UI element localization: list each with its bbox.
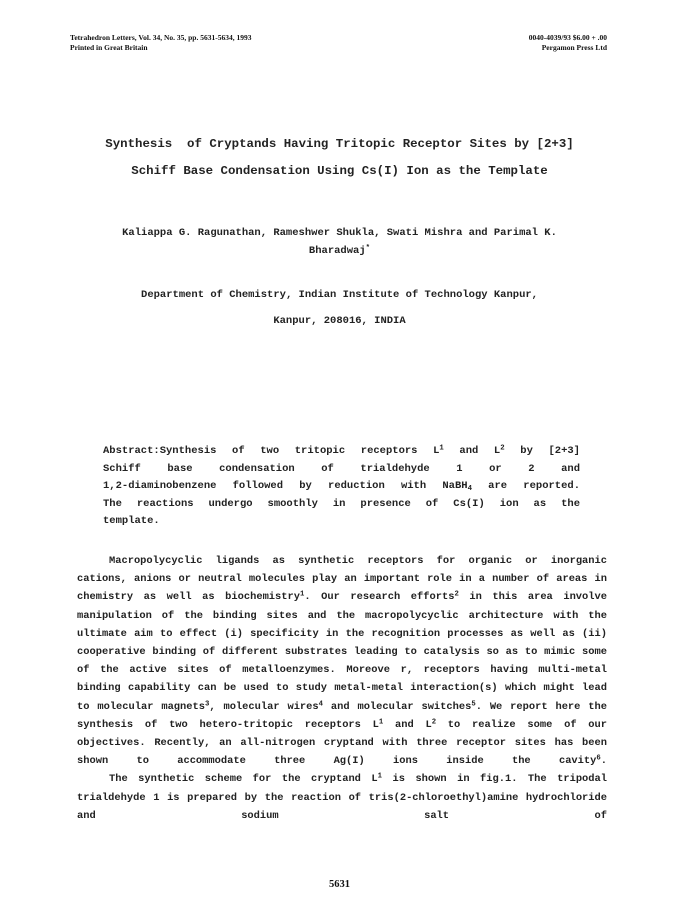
abstract-line: Abstract:Synthesis of two tritopic receptors $L^1$ and $L^2$ by [2+3] — [103, 444, 580, 457]
abstract-line: The reactions undergo smoothly in presence of Cs(I) ion as the — [103, 497, 580, 510]
abstract-line: 1,2-diaminobenzene followed by reduction with NaBH$_4$ are reported. — [103, 480, 580, 493]
issn-code: 0040-4039/93 $6.00 + .00 — [528, 33, 607, 42]
printed-in: Printed in Great Britain — [70, 42, 148, 52]
page-number: 5631 — [329, 879, 350, 890]
publisher-header — [529, 33, 607, 52]
author-name: Bharadwaj — [308, 245, 366, 257]
journal-citation: Tetrahedron Letters, Vol. 34, No. 35, pp. 5631-5634, 1993 — [70, 33, 252, 42]
publisher-name: Pergamon Press Ltd — [541, 42, 607, 52]
abstract — [103, 443, 580, 531]
journal-header — [70, 33, 251, 52]
authors-line-1: Kaliappa G. Ragunathan, Rameshwer Shukla, Swati Mishra and Parimal K. — [122, 227, 557, 239]
abstract-line: template. — [103, 515, 160, 527]
authors-line-2 — [0, 245, 679, 257]
body-text — [77, 552, 607, 825]
title-line-2: Schiff Base Condensation Using Cs(I) Ion as the Template — [131, 164, 548, 178]
title-line-1: Synthesis of Cryptands Having Tritopic Receptor Sites by [2+3] — [105, 137, 574, 151]
abstract-line: Schiff base condensation of trialdehyde 1 or 2 and — [103, 462, 580, 475]
affiliation-line-1: Department of Chemistry, Indian Institute of Technology Kanpur, — [141, 289, 538, 301]
corresponding-mark: * — [365, 244, 371, 253]
paragraph-2: The synthetic scheme for the cryptand $L^1$ is shown in fig.1. The tripodal trialdehyde 1 is prepared by the reaction of tris(2-chloroethyl)amine hydrochloride and sodium salt of — [77, 773, 607, 822]
paragraph-1: Macropolycyclic ligands as synthetic receptors for organic or inorganic cations, anions or neutral molecules play an important role in a number of areas in chemistry as well as biochemistry$^1$. Our research efforts$^2$ in this area involve manipulation of the binding sites and the macropolycyclic architecture with the ultimate aim to effect (i) specificity in the recognition processes as well as (ii) cooperative binding of different substrates leading to catalysis so as to mimic some of the active sites of metalloenzymes. Moreove r, receptors having multi-metal binding capability can be used to study metal-metal interaction(s) which might lead to molecular magnets$^3$, molecular wires$^4$ and molecular switches$^5$. We report here the synthesis of two hetero-tritopic receptors $L^1$ and $L^2$ to realize some of our objectives. Recently, an all-nitrogen cryptand with three receptor sites has been shown to accommodate three Ag(I) ions inside the cavity$^6$. — [77, 555, 607, 768]
affiliation-line-2: Kanpur, 208016, INDIA — [273, 315, 406, 327]
